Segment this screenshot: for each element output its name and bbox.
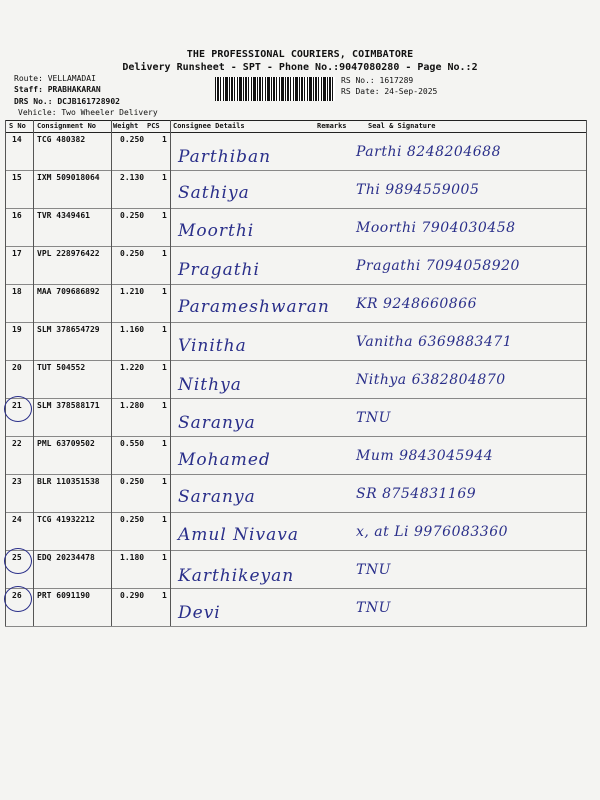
row-sno: 25 [12,553,22,562]
row-consignment-no: VPL 228976422 [37,249,100,258]
table-rule [5,512,587,513]
table-rule [5,246,587,247]
row-consignment-no: EDQ 20234478 [37,553,95,562]
table-rule [5,170,587,171]
row-weight: 0.290 [120,591,145,600]
row-sno: 23 [12,477,22,486]
row-consignment-no: TUT 504552 [37,363,86,372]
row-sno: 17 [12,249,22,258]
table-rule [5,398,587,399]
drs-label: DRS No.: DCJB161728902 [14,97,120,106]
row-pcs: 1 [162,173,167,182]
signature-handwriting: Mum 9843045944 [356,448,494,464]
signature-handwriting: TNU [356,562,391,578]
staff-label: Staff: PRABHAKARAN [14,85,101,94]
row-weight: 0.250 [120,135,145,144]
row-consignment-no: TCG 480382 [37,135,86,144]
row-consignment-no: IXM 509018064 [37,173,100,182]
row-weight: 1.280 [120,401,145,410]
rs-number: RS No.: 1617289 [341,76,414,85]
col-pcs: PCS [147,122,160,130]
row-pcs: 1 [162,287,167,296]
row-pcs: 1 [162,515,167,524]
row-sno: 20 [12,363,22,372]
signature-handwriting: Parthi 8248204688 [356,144,501,160]
row-weight: 1.210 [120,287,145,296]
consignee-handwriting: Amul Nivava [178,525,299,545]
signature-handwriting: Moorthi 7904030458 [356,220,516,236]
table-column-rule [586,120,587,626]
consignee-handwriting: Parameshwaran [178,297,330,317]
signature-handwriting: KR 9248660866 [356,296,478,312]
table-rule [5,132,587,133]
consignee-handwriting: Saranya [178,413,256,433]
row-pcs: 1 [162,591,167,600]
signature-handwriting: Thi 9894559005 [356,182,480,198]
row-weight: 1.220 [120,363,145,372]
consignee-handwriting: Pragathi [178,260,260,280]
consignee-handwriting: Sathiya [178,183,250,203]
row-weight: 0.250 [120,515,145,524]
row-sno: 22 [12,439,22,448]
table-rule [5,120,587,121]
consignee-handwriting: Mohamed [178,450,271,470]
row-weight: 0.250 [120,211,145,220]
signature-handwriting: Nithya 6382804870 [356,372,506,388]
circled-mark [4,548,32,574]
row-consignment-no: MAA 709686892 [37,287,100,296]
table-column-rule [5,120,6,626]
consignee-handwriting: Moorthi [178,221,255,241]
table-column-rule [33,120,34,626]
row-weight: 1.180 [120,553,145,562]
route-label: Route: VELLAMADAI [14,74,96,83]
table-rule [5,588,587,589]
row-consignment-no: SLM 378654729 [37,325,100,334]
row-pcs: 1 [162,135,167,144]
col-consignee: Consignee Details [173,122,245,130]
row-consignment-no: SLM 378588171 [37,401,100,410]
row-sno: 21 [12,401,22,410]
table-rule [5,626,587,627]
row-weight: 1.160 [120,325,145,334]
signature-handwriting: Pragathi 7094058920 [356,258,520,274]
row-pcs: 1 [162,477,167,486]
row-pcs: 1 [162,325,167,334]
signature-handwriting: x, at Li 9976083360 [356,524,509,540]
row-sno: 24 [12,515,22,524]
col-weight: Weight [113,122,139,130]
consignee-handwriting: Saranya [178,487,256,507]
circled-mark [4,586,32,612]
row-pcs: 1 [162,439,167,448]
signature-handwriting: SR 8754831169 [356,486,477,502]
row-sno: 18 [12,287,22,296]
table-rule [5,474,587,475]
table-rule [5,436,587,437]
signature-handwriting: Vanitha 6369883471 [356,334,513,350]
row-pcs: 1 [162,211,167,220]
row-sno: 15 [12,173,22,182]
consignee-handwriting: Parthiban [178,147,272,167]
col-consignment: Consignment No [37,122,97,130]
table-column-rule [170,120,171,626]
row-pcs: 1 [162,401,167,410]
barcode [215,77,335,101]
consignee-handwriting: Devi [178,603,221,623]
rs-date: RS Date: 24-Sep-2025 [341,87,438,96]
row-sno: 19 [12,325,22,334]
table-rule [5,284,587,285]
row-consignment-no: BLR 110351538 [37,477,100,486]
row-consignment-no: TCG 41932212 [37,515,95,524]
row-weight: 0.550 [120,439,145,448]
consignee-handwriting: Vinitha [178,336,247,356]
row-sno: 16 [12,211,22,220]
row-consignment-no: PRT 6091190 [37,591,90,600]
consignee-handwriting: Nithya [178,375,242,395]
table-rule [5,550,587,551]
vehicle-label: Vehicle: Two Wheeler Delivery [18,108,158,117]
circled-mark [4,396,32,422]
row-consignment-no: PML 63709502 [37,439,95,448]
row-sno: 14 [12,135,22,144]
runsheet-subtitle: Delivery Runsheet - SPT - Phone No.:9047080280 - Page No.:2 [122,62,478,73]
table-rule [5,360,587,361]
row-weight: 0.250 [120,477,145,486]
table-column-rule [111,120,112,626]
row-pcs: 1 [162,249,167,258]
company-title: THE PROFESSIONAL COURIERS, COIMBATORE [186,49,414,60]
consignee-handwriting: Karthikeyan [178,566,295,586]
signature-handwriting: TNU [356,410,391,426]
signature-handwriting: TNU [356,600,391,616]
row-sno: 26 [12,591,22,600]
row-weight: 0.250 [120,249,145,258]
row-consignment-no: TVR 4349461 [37,211,90,220]
table-rule [5,322,587,323]
col-sno: S No [9,122,26,130]
row-pcs: 1 [162,553,167,562]
table-rule [5,208,587,209]
col-remarks: Remarks [317,122,347,130]
row-weight: 2.130 [120,173,145,182]
row-pcs: 1 [162,363,167,372]
col-seal: Seal & Signature [368,122,436,130]
